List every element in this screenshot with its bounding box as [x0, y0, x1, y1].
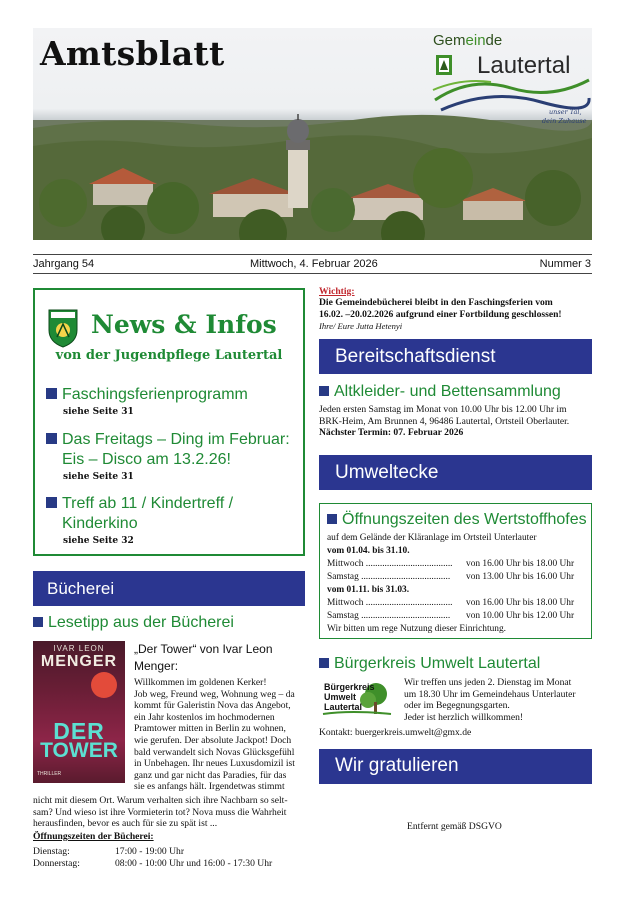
hours-day: Dienstag: — [33, 846, 70, 857]
dsgvo-note: Entfernt gemäß DSGVO — [407, 821, 502, 832]
wichtig-signature: Ihre/ Eure Jutta Hetenyi — [319, 321, 403, 331]
book-cover-image — [33, 641, 125, 783]
lesetipp-heading: Lesetipp aus der Bücherei — [33, 614, 234, 632]
wichtig-text: Die Gemeindebücherei bleibt in den Faschingsferien vom 16.02. –20.02.2026 aufgrund einer Fortbildung geschlossen! — [319, 297, 562, 320]
altkleider-text: Jeden ersten Samstag im Monat von 10.00 Uhr bis 12.00 Uhr im BRK-Heim, Am Brunnen 4, 96486 Lautertal, Ortsteil Oberlauter. Nächster Termin: 07. Februar 2026 — [319, 404, 570, 439]
period-2-label: vom 01.11. bis 31.03. — [327, 585, 410, 595]
book-cover-genre: THRILLER — [37, 771, 62, 777]
buergerkreis-text: Wir treffen uns jeden 2. Dienstag im Monat um 18.30 Uhr im Gemeindehaus Unterlauter oder im Begegnungsgarten. Jeder ist herzlich willkommen! — [404, 677, 576, 723]
book-cover-title-2: TOWER — [40, 739, 118, 762]
wichtig-label: Wichtig: — [319, 286, 355, 297]
bullet-square-icon — [319, 658, 329, 668]
buecherei-hours-title: Öffnungszeiten der Bücherei: — [33, 831, 154, 842]
bullet-square-icon — [46, 388, 57, 399]
buergerkreis-logo — [321, 680, 393, 718]
book-cover-author-last: MENGER — [40, 653, 118, 670]
section-bar-umweltecke: Umweltecke — [319, 455, 592, 490]
bullet-square-icon — [46, 497, 57, 508]
logo-tagline-1: unser Tal, — [549, 108, 582, 116]
svg-text:Bürgerkreis: Bürgerkreis — [324, 682, 375, 692]
schedule-time: von 16.00 Uhr bis 18.00 Uhr — [466, 559, 575, 569]
schedule-day: Mittwoch ..................................... — [327, 598, 453, 608]
svg-text:Umwelt: Umwelt — [324, 692, 357, 702]
bestseller-badge-icon — [91, 672, 117, 698]
schedule-time: von 16.00 Uhr bis 18.00 Uhr — [466, 598, 575, 608]
schedule-day: Samstag ...................................... — [327, 572, 451, 582]
news-item-freitags-ding: Das Freitags – Ding im Februar: — [46, 430, 290, 450]
period-1-label: vom 01.04. bis 31.10. — [327, 546, 410, 556]
bullet-square-icon — [33, 617, 43, 627]
schedule-time: von 13.00 Uhr bis 16.00 Uhr — [466, 572, 575, 582]
wertstoffhof-heading: Öffnungszeiten des Wertstoffhofes — [327, 511, 587, 529]
book-review-text-cont: nicht mit diesem Ort. Warum verhalten sich ihre Nachbarn so selt- sam? Und wieso ist ihre Vormieterin tot? Nova muss die Wahrheit herausfinden, bevor es auch für sie zu spät ist ... — [33, 795, 288, 830]
issue-info-line — [33, 254, 592, 274]
issue-date: Mittwoch, 4. Februar 2026 — [250, 258, 378, 270]
news-title: News & Infos — [91, 310, 277, 339]
news-infos-box — [33, 288, 305, 556]
news-item-faschingsferien: Faschingsferienprogramm — [46, 385, 248, 405]
svg-text:Lautertal: Lautertal — [324, 702, 363, 712]
section-bar-gratulieren: Wir gratulieren — [319, 749, 592, 784]
book-cover-author: IVAR LEON — [53, 644, 105, 653]
news-subtitle: von der Jugendpflege Lautertal — [55, 348, 283, 363]
news-item-see-page: siehe Seite 31 — [63, 472, 134, 482]
bullet-square-icon — [327, 514, 337, 524]
schedule-time: von 10.00 Uhr bis 12.00 Uhr — [466, 611, 575, 621]
issue-number: Nummer 3 — [539, 258, 591, 270]
masthead-title: Amtsblatt — [40, 34, 225, 73]
wertstoffhof-intro: auf dem Gelände der Kläranlage im Ortsteil Unterlauter — [327, 533, 537, 543]
bullet-square-icon — [46, 433, 57, 444]
masthead-banner — [33, 28, 592, 240]
book-cover-title-1: DER — [53, 718, 105, 744]
schedule-day: Mittwoch ..................................... — [327, 559, 453, 569]
news-item-see-page: siehe Seite 32 — [63, 536, 134, 546]
section-bar-buecherei: Bücherei — [33, 571, 305, 606]
book-review-text: Willkommen im goldenen Kerker! Job weg, Freund weg, Wohnung weg – da kommt für Galeristin Nova das Angebot, ein Jahr kostenlos im hochmodernen Pramtower mitten in Berlin zu wohnen, wie gerufen. Der absolute Jackpot! Doch bald verwandelt sich Novas Glücksgefühl in Unbehagen. Ihr neues Luxusdomizil ist ganz und gar nicht das Paradies, für das sie es anfangs hält. Irgendetwas stimmt — [134, 677, 295, 793]
jugendpflege-logo-icon — [47, 308, 79, 348]
hours-day: Donnerstag: — [33, 858, 80, 869]
wertstoffhof-note: Wir bitten um rege Nutzung dieser Einrichtung. — [327, 624, 506, 634]
volume-label: Jahrgang 54 — [33, 258, 95, 270]
section-bar-bereitschaftsdienst: Bereitschaftsdienst — [319, 339, 592, 374]
buergerkreis-heading: Bürgerkreis Umwelt Lautertal — [319, 655, 540, 673]
news-item-see-page: siehe Seite 31 — [63, 407, 134, 417]
hours-time: 08:00 - 10:00 Uhr und 16:00 - 17:30 Uhr — [115, 858, 273, 869]
altkleider-heading: Altkleider- und Bettensammlung — [319, 383, 561, 401]
buergerkreis-contact: Kontakt: buergerkreis.umwelt@gmx.de — [319, 727, 472, 738]
logo-tagline-2: dein Zuhause — [542, 117, 587, 125]
logo-wordmark-top: Gemeinde — [433, 32, 503, 49]
book-title-line: „Der Tower“ von Ivar Leon Menger: — [134, 642, 273, 673]
hours-time: 17:00 - 19:00 Uhr — [115, 846, 185, 857]
logo-wordmark-name: Lautertal — [477, 52, 571, 79]
news-item-eis-disco: Eis – Disco am 13.2.26! — [62, 451, 231, 468]
news-item-kinderkino: Kinderkino — [62, 515, 138, 532]
bullet-square-icon — [319, 386, 329, 396]
news-item-treff: Treff ab 11 / Kindertreff / — [46, 494, 233, 514]
schedule-day: Samstag ...................................... — [327, 611, 451, 621]
